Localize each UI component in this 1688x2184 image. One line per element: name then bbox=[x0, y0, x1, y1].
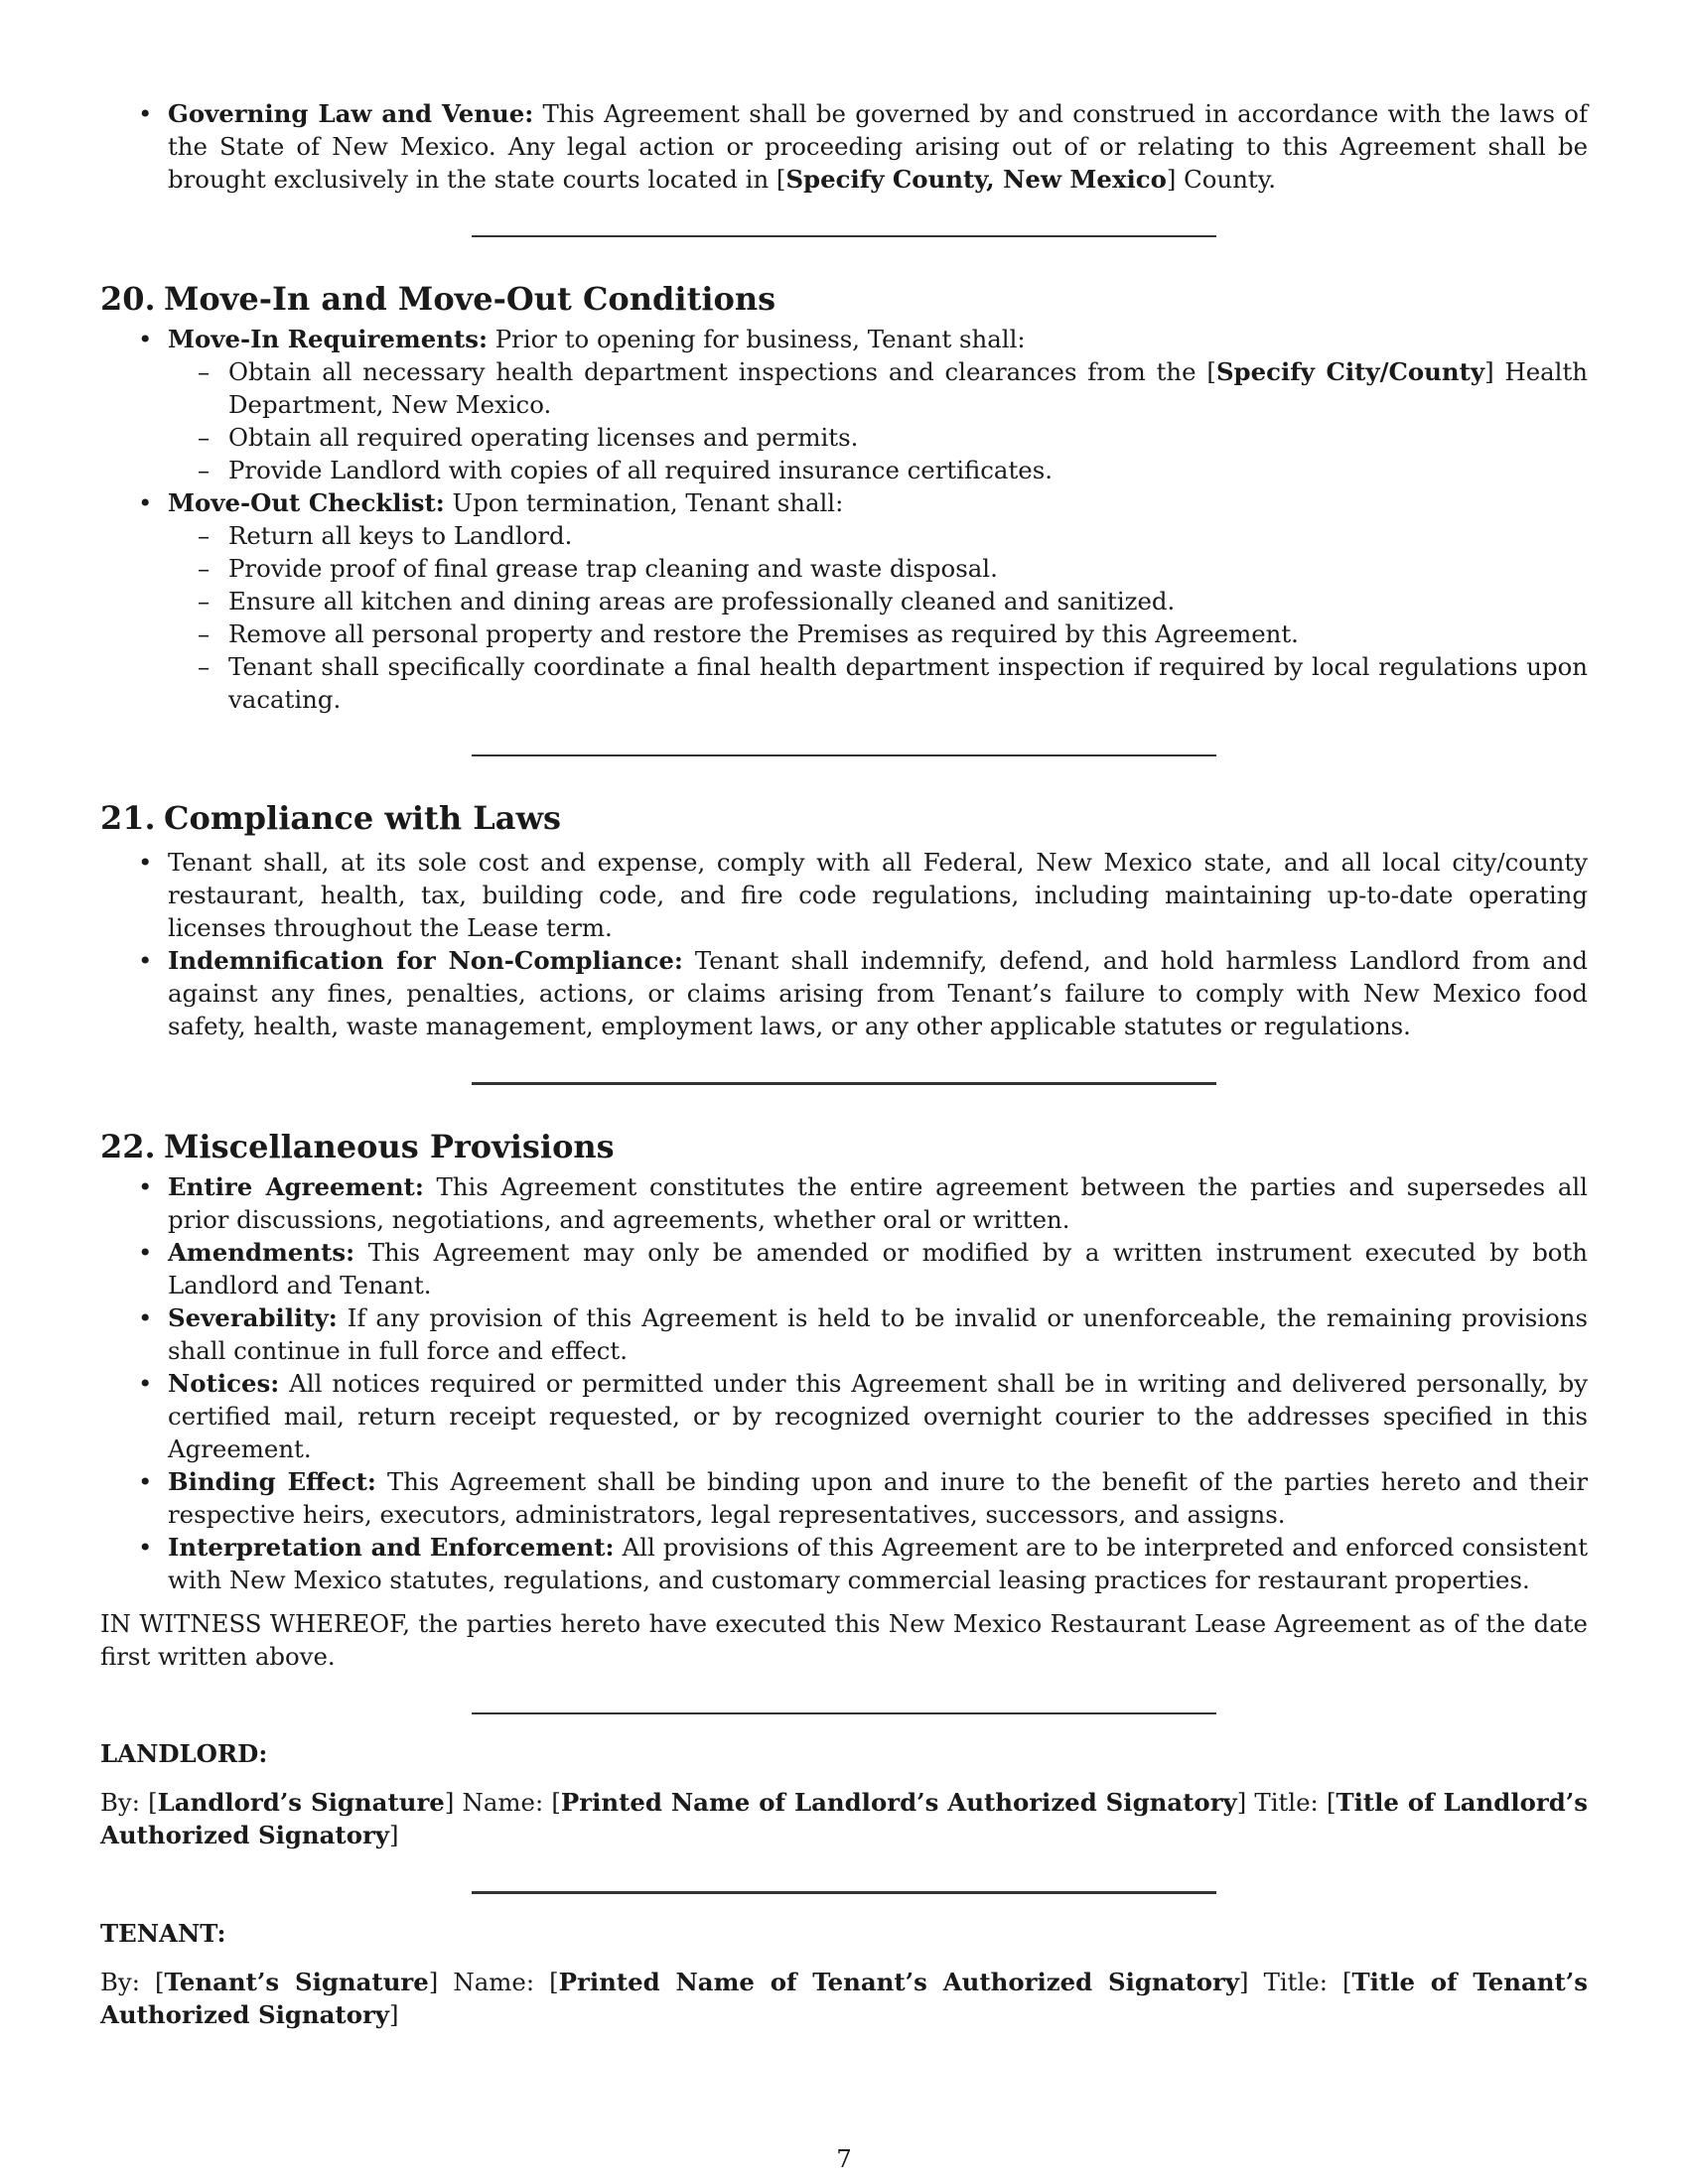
provision-label: Entire Agreement: bbox=[168, 1172, 424, 1201]
tenant-by-label: By: [ bbox=[100, 1968, 165, 1996]
provision-item bbox=[100, 1236, 1588, 1301]
move-out-subitem: – Tenant shall specifically coordinate a final health department inspection if required by local regulations upon vacating. bbox=[168, 650, 1588, 716]
section-21-title: Compliance with Laws bbox=[164, 799, 562, 837]
governing-law-item bbox=[100, 97, 1588, 196]
provision-item bbox=[100, 1531, 1588, 1596]
indemnification-item bbox=[100, 944, 1588, 1042]
tenant-heading: TENANT: bbox=[100, 1919, 226, 1948]
provision-label: Notices: bbox=[168, 1369, 280, 1398]
section-divider bbox=[472, 1082, 1216, 1085]
section-22-heading bbox=[100, 1127, 1588, 1166]
move-in-sublist bbox=[168, 355, 1588, 486]
section-22-number: 22. bbox=[100, 1128, 156, 1165]
landlord-heading: LANDLORD: bbox=[100, 1739, 268, 1768]
governing-law-list bbox=[100, 97, 1588, 196]
landlord-name-label: ] Name: [ bbox=[444, 1788, 561, 1817]
landlord-name-placeholder: Printed Name of Landlord’s Authorized Signatory bbox=[560, 1788, 1237, 1817]
provision-label: Binding Effect: bbox=[168, 1467, 376, 1496]
section-21-number: 21. bbox=[100, 799, 156, 837]
tenant-name-label: ] Name: [ bbox=[428, 1968, 559, 1996]
move-in-subitem-text: Obtain all necessary health department inspections and clearances from the [ bbox=[228, 357, 1216, 386]
provision-text: If any provision of this Agreement is held to be invalid or unenforceable, the remaining provisions shall continue in full force and effect. bbox=[168, 1303, 1588, 1365]
landlord-title-label: ] Title: [ bbox=[1236, 1788, 1336, 1817]
move-out-subitem: – Provide proof of final grease trap cleaning and waste disposal. bbox=[168, 552, 1588, 585]
governing-law-text-end: ] County. bbox=[1166, 165, 1277, 194]
section-20-list bbox=[100, 323, 1588, 716]
landlord-signature-placeholder: Landlord’s Signature bbox=[157, 1788, 445, 1817]
section-22-title: Miscellaneous Provisions bbox=[164, 1128, 615, 1165]
landlord-title-placeholder: Title of Landlord’s Authorized Signatory bbox=[100, 1788, 1588, 1849]
section-20-heading bbox=[100, 279, 1588, 319]
provision-text: All provisions of this Agreement are to be interpreted and enforced consistent with New Mexico statutes, regulations, and customary commercial leasing practices for restaurant properties. bbox=[168, 1533, 1589, 1594]
provision-label: Amendments: bbox=[168, 1238, 355, 1267]
move-in-subitem bbox=[168, 355, 1588, 421]
county-placeholder: Specify County, New Mexico bbox=[785, 165, 1167, 194]
provision-item bbox=[100, 1367, 1588, 1465]
move-out-sublist bbox=[168, 519, 1588, 716]
document-page bbox=[100, 97, 1588, 2031]
move-in-label: Move-In Requirements: bbox=[168, 325, 488, 353]
page-number: 7 bbox=[836, 2144, 852, 2173]
tenant-title-placeholder: Title of Tenant’s Authorized Signatory bbox=[100, 1968, 1588, 2029]
provision-label: Interpretation and Enforcement: bbox=[168, 1533, 615, 1562]
provision-text: All notices required or permitted under this Agreement shall be in writing and delivered personally, by certified mail, return receipt requested, or by recognized overnight courier to the addresses specified in this Agreement. bbox=[168, 1369, 1588, 1463]
move-out-item bbox=[100, 486, 1588, 716]
provision-item bbox=[100, 1465, 1588, 1531]
tenant-signature-placeholder: Tenant’s Signature bbox=[164, 1968, 429, 1996]
provision-label: Severability: bbox=[168, 1303, 338, 1332]
landlord-signature-block bbox=[100, 1786, 1588, 1851]
section-divider bbox=[472, 1712, 1216, 1714]
landlord-bracket: ] bbox=[389, 1821, 399, 1849]
tenant-bracket: ] bbox=[389, 2000, 399, 2029]
move-out-subitem: – Return all keys to Landlord. bbox=[168, 519, 1588, 552]
move-out-subitem: – Remove all personal property and restore the Premises as required by this Agreement. bbox=[168, 617, 1588, 650]
move-out-label: Move-Out Checklist: bbox=[168, 488, 445, 517]
move-in-subitem-text-end: ] Health Department, New Mexico. bbox=[228, 357, 1588, 419]
indemnification-text: Tenant shall indemnify, defend, and hold harmless Landlord from and against any fines, penalties, actions, or claims arising from Tenant’s failure to comply with New Mexico food safety, health, waste management, employment laws, or any other applicable statutes or regulations. bbox=[168, 946, 1588, 1040]
tenant-signature-block bbox=[100, 1966, 1588, 2031]
provision-text: This Agreement shall be binding upon and inure to the benefit of the parties hereto and their respective heirs, executors, administrators, legal representatives, successors, and assigns. bbox=[168, 1467, 1588, 1529]
witness-paragraph: IN WITNESS WHEREOF, the parties hereto have executed this New Mexico Restaurant Lease Agreement as of the date first written above. bbox=[100, 1609, 1588, 1671]
section-20-number: 20. bbox=[100, 280, 156, 318]
move-in-subitem: – Obtain all required operating licenses and permits. bbox=[168, 421, 1588, 454]
tenant-name-placeholder: Printed Name of Tenant’s Authorized Signatory bbox=[558, 1968, 1240, 1996]
section-divider bbox=[472, 235, 1216, 237]
city-county-placeholder: Specify City/County bbox=[1215, 357, 1485, 386]
provision-text: This Agreement may only be amended or modified by a written instrument executed by both Landlord and Tenant. bbox=[168, 1238, 1588, 1299]
move-out-subitem: – Ensure all kitchen and dining areas are professionally cleaned and sanitized. bbox=[168, 585, 1588, 617]
compliance-item: • Tenant shall, at its sole cost and expense, comply with all Federal, New Mexico state, and all local city/county restaurant, health, tax, building code, and fire code regulations, including maintaining up-to-date operating licenses throughout the Lease term. bbox=[100, 846, 1588, 944]
section-21-heading bbox=[100, 798, 1588, 838]
move-in-intro: Prior to opening for business, Tenant shall: bbox=[488, 325, 1026, 353]
move-in-subitem: – Provide Landlord with copies of all required insurance certificates. bbox=[168, 454, 1588, 486]
governing-law-text: This Agreement shall be governed by and construed in accordance with the laws of the State of New Mexico. Any legal action or proceeding arising out of or relating to this Agreement shall be brought exclusively in the state courts located in [ bbox=[168, 99, 1588, 194]
move-in-item bbox=[100, 323, 1588, 486]
provision-item bbox=[100, 1301, 1588, 1367]
landlord-by-label: By: [ bbox=[100, 1788, 158, 1817]
governing-law-label: Governing Law and Venue: bbox=[168, 99, 534, 128]
section-divider bbox=[472, 1891, 1216, 1894]
section-21-list bbox=[100, 846, 1588, 1042]
indemnification-label: Indemnification for Non-Compliance: bbox=[168, 946, 683, 975]
provision-text: This Agreement constitutes the entire agreement between the parties and supersedes all prior discussions, negotiations, and agreements, whether oral or written. bbox=[168, 1172, 1588, 1234]
move-out-intro: Upon termination, Tenant shall: bbox=[444, 488, 844, 517]
section-22-list bbox=[100, 1170, 1588, 1596]
tenant-title-label: ] Title: [ bbox=[1239, 1968, 1352, 1996]
section-20-title: Move-In and Move-Out Conditions bbox=[164, 280, 776, 318]
provision-item bbox=[100, 1170, 1588, 1236]
section-divider bbox=[472, 754, 1216, 756]
